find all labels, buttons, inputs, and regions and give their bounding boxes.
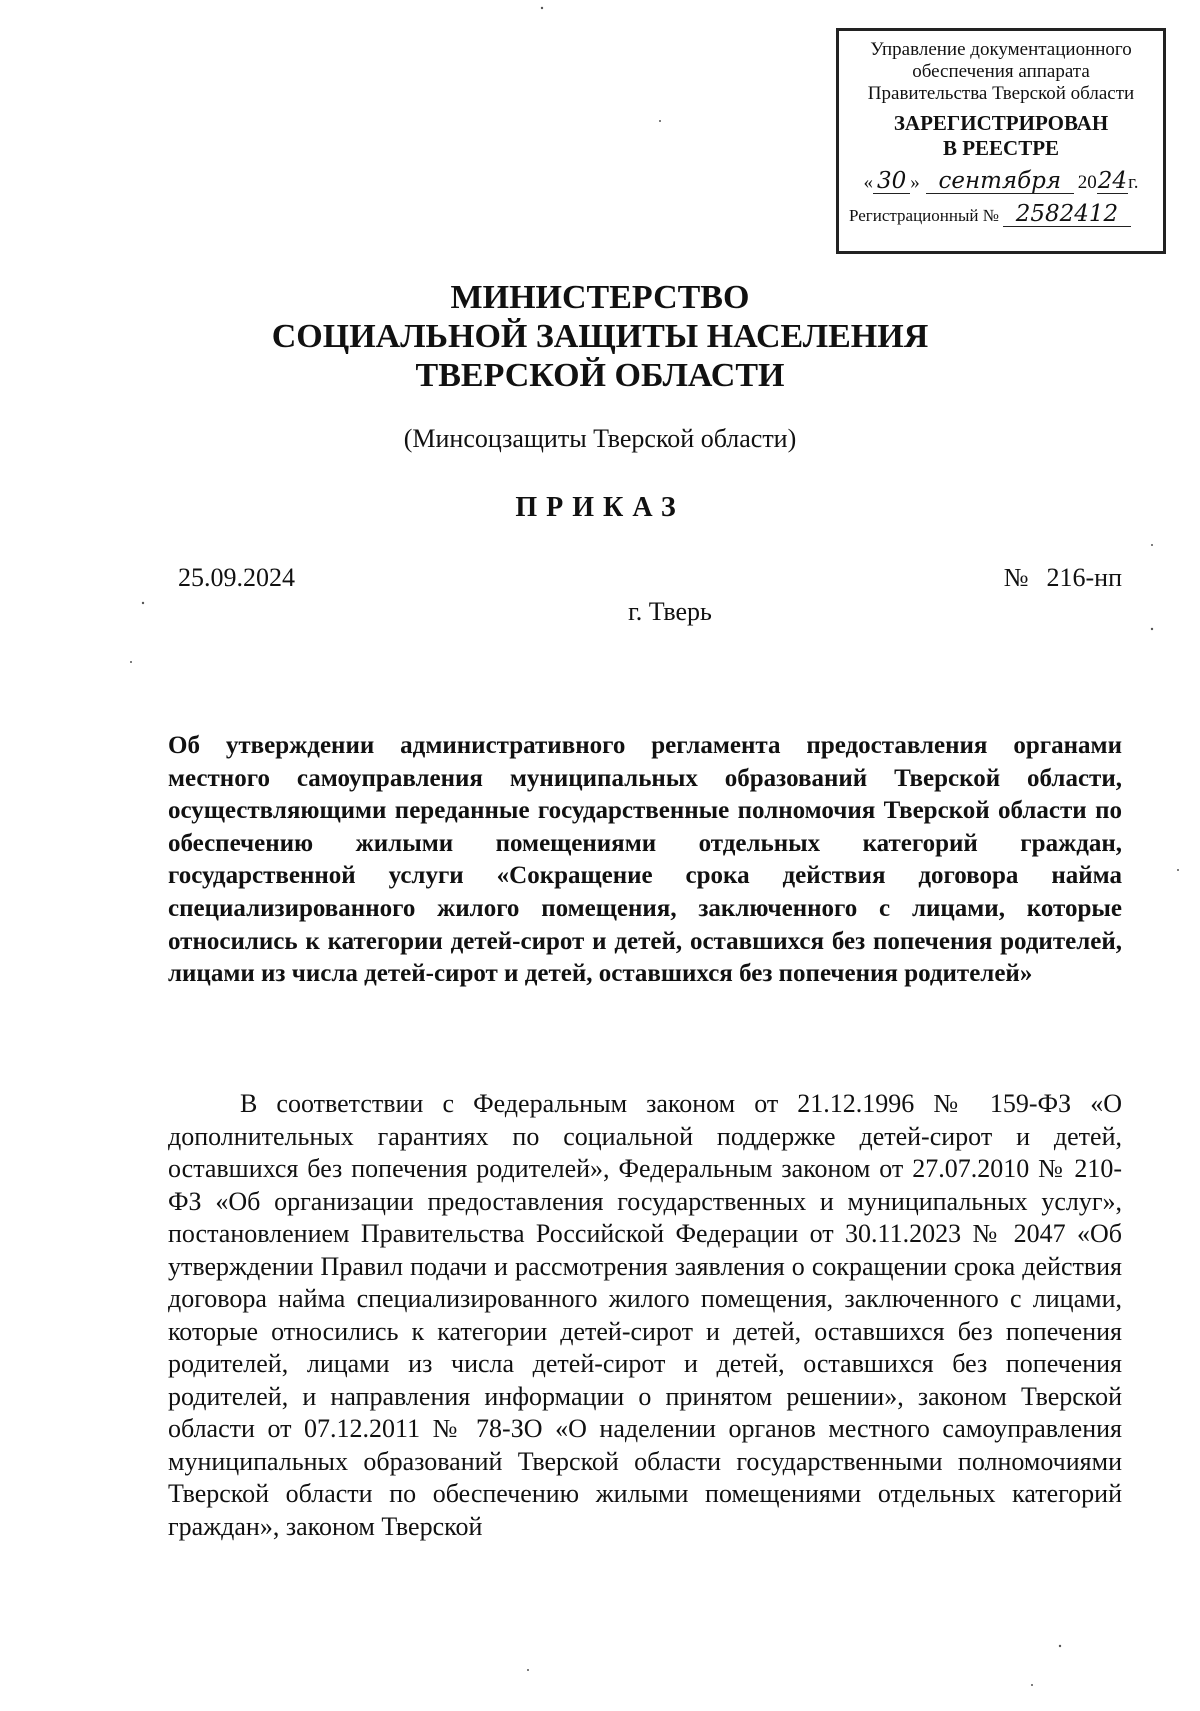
ministry-name-line: ТВЕРСКОЙ ОБЛАСТИ	[415, 357, 785, 394]
stamp-date-quote: «	[863, 172, 874, 193]
document-subject: Об утверждении административного регламента предоставления органами местного самоуправления муниципальных образований Тверской области, осуществляющими переданные государственные полномочия Тверской области по обеспечению жилыми помещениями отдельных категорий граждан, государственной услуги «Сокращение срока действия договора найма специализированного жилого помещения, заключенного с лицами, которые относились к категории детей-сирот и детей, оставшихся без попечения родителей, лицами из числа детей-сирот и детей, оставшихся без попечения родителей»	[168, 732, 1122, 988]
document-number-value: 216-нп	[1046, 563, 1122, 592]
stamp-date-quote: »	[910, 172, 920, 193]
stamp-date-month: сентября	[926, 169, 1074, 194]
stamp-date-year-suffix: 24	[1097, 168, 1128, 194]
ministry-short-name: (Минсоцзащиты Тверской области)	[403, 424, 797, 453]
stamp-org-line: Управление документационного	[870, 39, 1132, 60]
number-sign: №	[1003, 563, 1029, 592]
stamp-org-line: Правительства Тверской области	[867, 83, 1135, 104]
ministry-name-line: СОЦИАЛЬНОЙ ЗАЩИТЫ НАСЕЛЕНИЯ	[271, 318, 929, 355]
document-date: 25.09.2024	[178, 563, 295, 592]
stamp-registered-line: В РЕЕСТРЕ	[942, 136, 1060, 160]
stamp-date-year-end: г.	[1128, 172, 1139, 193]
stamp-reg-number-label: Регистрационный №	[849, 206, 999, 225]
ministry-name-line: МИНИСТЕРСТВО	[450, 279, 750, 316]
stamp-registered-line: ЗАРЕГИСТРИРОВАН	[893, 111, 1109, 135]
document-body-paragraph: В соответствии с Федеральным законом от 21.12.1996 № 159-ФЗ «О дополнительных гарантиях по социальной поддержке детей-сирот и детей, оставшихся без попечения родителей», Федеральным законом от 27.07.2010 № 210-ФЗ «Об организации предоставления государственных и муниципальных услуг», постановлением Правительства Российской Федерации от 30.11.2023 № 2047 «Об утверждении Правил подачи и рассмотрения заявления о сокращении срока действия договора найма специализированного жилого помещения, заключенного с лицами, которые относились к категории детей-сирот и детей, оставшихся без попечения родителей, лицами из числа детей-сирот и детей, оставшихся без попечения родителей, и направления информации о принятом решении», законом Тверской области от 07.12.2011 № 78-ЗО «О наделении органов местного самоуправления муниципальных образований Тверской области государственными полномочиями Тверской области по обеспечению жилыми помещениями отдельных категорий граждан», законом Тверской	[168, 1089, 1122, 1541]
stamp-date-year-prefix: 20	[1077, 172, 1097, 193]
stamp-org-line: обеспечения аппарата	[912, 61, 1090, 82]
stamp-reg-number-value: 2582412	[1003, 202, 1131, 227]
stamp-date-day: 30	[873, 169, 910, 194]
document-type-title: ПРИКАЗ	[515, 492, 685, 523]
document-place: г. Тверь	[628, 597, 712, 626]
